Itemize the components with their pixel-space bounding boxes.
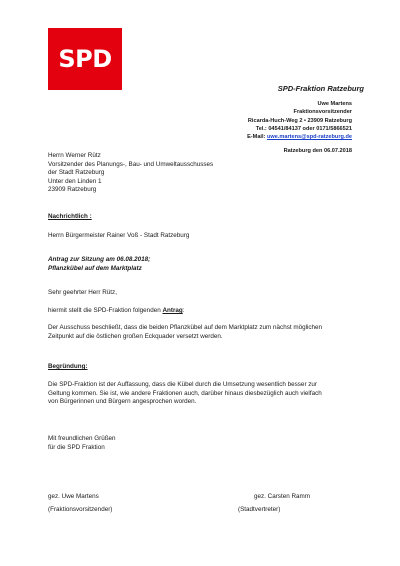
cc-heading: Nachrichtlich : bbox=[48, 213, 92, 220]
motion-text bbox=[48, 324, 322, 341]
signature-left-name: gez. Uwe Martens bbox=[48, 493, 99, 500]
letter-date: Ratzeburg den 06.07.2018 bbox=[283, 148, 352, 154]
reason-line: von Bürgerinnen und Bürgern angesprochen worden. bbox=[48, 398, 197, 406]
sender-email-line bbox=[190, 133, 352, 141]
sender-address: Ricarda-Huch-Weg 2 • 23909 Ratzeburg bbox=[247, 117, 352, 124]
subject-line: Antrag zur Sitzung am 06.08.2018; bbox=[48, 256, 151, 263]
spd-logo bbox=[48, 28, 122, 90]
motion-line: Der Ausschuss beschließt, dass die beiden Pflanzkübel auf dem Marktplatz zum nächst möglichen bbox=[48, 324, 323, 331]
recipient-line: der Stadt Ratzeburg bbox=[48, 169, 105, 177]
recipient-address bbox=[48, 152, 213, 195]
fraktion-title: SPD-Fraktion Ratzeburg bbox=[277, 84, 364, 93]
cc-text: Herrn Bürgermeister Rainer Voß - Stadt Ratzeburg bbox=[48, 232, 190, 239]
signature-left-role: (Fraktionsvorsitzender) bbox=[48, 505, 113, 513]
signature-roles bbox=[48, 506, 310, 515]
recipient-line: Vorsitzender des Planungs-, Bau- und Umweltausschusses bbox=[48, 160, 214, 168]
reason-line: Geltung kommen. Sie ist, wie andere Fraktionen auch, darüber hinaus diesbezüglich auch vielfach bbox=[48, 389, 322, 397]
recipient-line: Herrn Werner Rütz bbox=[48, 152, 101, 159]
signatures bbox=[48, 493, 310, 514]
closing-line: für die SPD Fraktion bbox=[48, 443, 105, 451]
sender-block bbox=[190, 100, 352, 141]
intro-keyword: Antrag bbox=[162, 307, 183, 314]
intro-text: hiermit stellt die SPD-Fraktion folgenden bbox=[48, 307, 163, 314]
motion-line: Zeitpunkt auf die östlichen großen Eckquader versetzt werden. bbox=[48, 332, 223, 340]
reason-heading: Begründung: bbox=[48, 363, 88, 370]
subject-line: Pflanzkübel auf dem Marktplatz bbox=[48, 264, 142, 272]
reason-line: Die SPD-Fraktion ist der Auffassung, dass die Kübel durch die Umsetzung wesentlich besser zur bbox=[48, 381, 318, 388]
recipient-line: Unter den Linden 1 bbox=[48, 177, 102, 185]
closing bbox=[48, 435, 116, 452]
logo-text: SPD bbox=[58, 45, 112, 73]
recipient-line: 23909 Ratzeburg bbox=[48, 186, 97, 194]
sender-name: Uwe Martens bbox=[317, 101, 352, 107]
sender-email-link[interactable]: uwe.martens@spd-ratzeburg.de bbox=[266, 134, 352, 141]
intro-line bbox=[48, 307, 185, 316]
intro-colon: : bbox=[182, 307, 185, 314]
salutation: Sehr geehrter Herr Rütz, bbox=[48, 289, 117, 296]
subject bbox=[48, 256, 150, 273]
signature-right-name: gez. Carsten Ramm bbox=[254, 493, 310, 500]
sender-role: Fraktionsvorsitzender bbox=[293, 109, 352, 116]
closing-line: Mit freundlichen Grüßen bbox=[48, 435, 116, 442]
signature-names bbox=[48, 493, 310, 502]
reason-text bbox=[48, 381, 322, 407]
sender-email-label: E-Mail: bbox=[247, 134, 266, 141]
sender-phone: Tel.: 04541/84137 oder 0171/5866521 bbox=[255, 125, 352, 132]
signature-right-role: (Stadtvertreter) bbox=[238, 505, 281, 513]
